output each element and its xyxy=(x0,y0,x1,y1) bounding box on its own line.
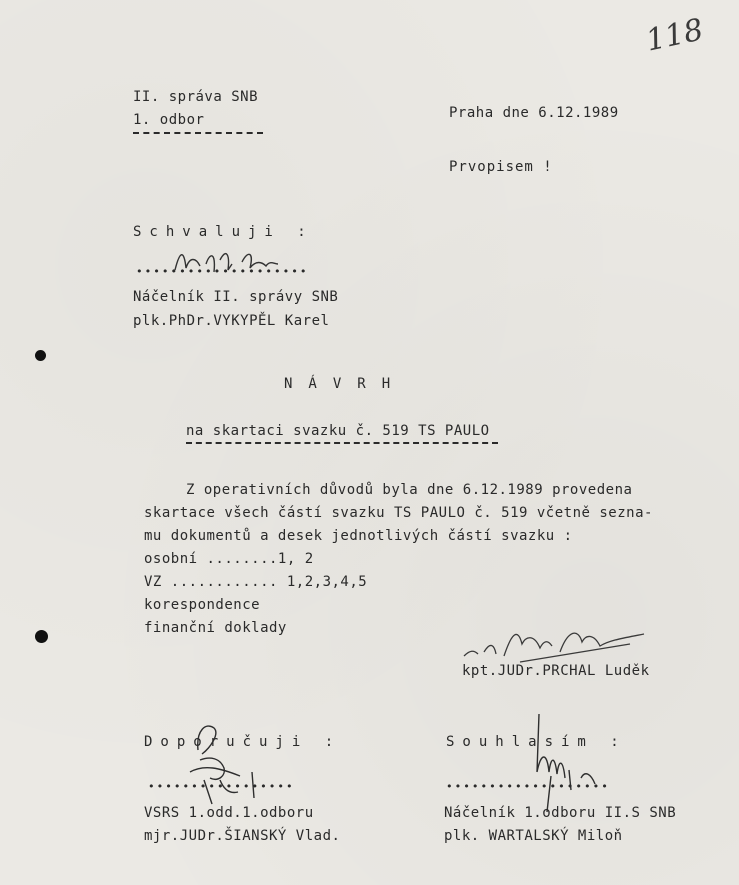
body-line-1: Z operativních důvodů byla dne 6.12.1989 provedena xyxy=(186,482,633,498)
consent-name: plk. WARTALSKÝ Miloň xyxy=(444,828,623,844)
item-vz: VZ ............ 1,2,3,4,5 xyxy=(144,574,368,590)
org-line-1: II. správa SNB xyxy=(133,89,259,105)
item-korespondence: korespondence xyxy=(144,597,261,613)
consent-dots: ••••••••••••••••••• xyxy=(446,780,610,793)
approval-name: plk.PhDr.VYKYPĚL Karel xyxy=(133,313,330,329)
archive-number: 118 xyxy=(642,12,707,59)
copy-note: Prvopisem ! xyxy=(449,159,553,175)
consent-label: Souhlasím : xyxy=(446,734,627,750)
punch-hole-bottom xyxy=(35,630,48,643)
recommend-label: Doporučuji : xyxy=(144,734,342,750)
subject-underline xyxy=(186,442,498,444)
punch-hole-top xyxy=(35,350,46,361)
recommend-signature xyxy=(180,720,270,810)
recommend-name: mjr.JUDr.ŠIANSKÝ Vlad. xyxy=(144,828,341,844)
approval-title: Náčelník II. správy SNB xyxy=(133,289,339,305)
approval-dots: •••••••••••••••••••• xyxy=(136,265,309,278)
bleed-through xyxy=(150,62,229,77)
recommend-title: VSRS 1.odd.1.odboru xyxy=(144,805,314,821)
proposal-heading: NÁVRH xyxy=(284,376,407,392)
proposal-subject: na skartaci svazku č. 519 TS PAULO xyxy=(186,423,490,439)
org-line-2: 1. odbor xyxy=(133,112,205,128)
item-osobni: osobní ........1, 2 xyxy=(144,551,314,567)
place-date: Praha dne 6.12.1989 xyxy=(449,105,619,121)
consent-title: Náčelník 1.odboru II.S SNB xyxy=(444,805,677,821)
body-line-2: skartace všech částí svazku TS PAULO č. 519 včetně sezna- xyxy=(144,505,653,521)
approval-label: Schvaluji : xyxy=(133,224,314,240)
item-financni: finanční doklady xyxy=(144,620,287,636)
recommend-dots: ••••••••••••••••• xyxy=(148,780,295,793)
body-line-3: mu dokumentů a desek jednotlivých částí svazku : xyxy=(144,528,573,544)
org-underline xyxy=(133,132,263,134)
author-name: kpt.JUDr.PRCHAL Luděk xyxy=(462,663,650,679)
